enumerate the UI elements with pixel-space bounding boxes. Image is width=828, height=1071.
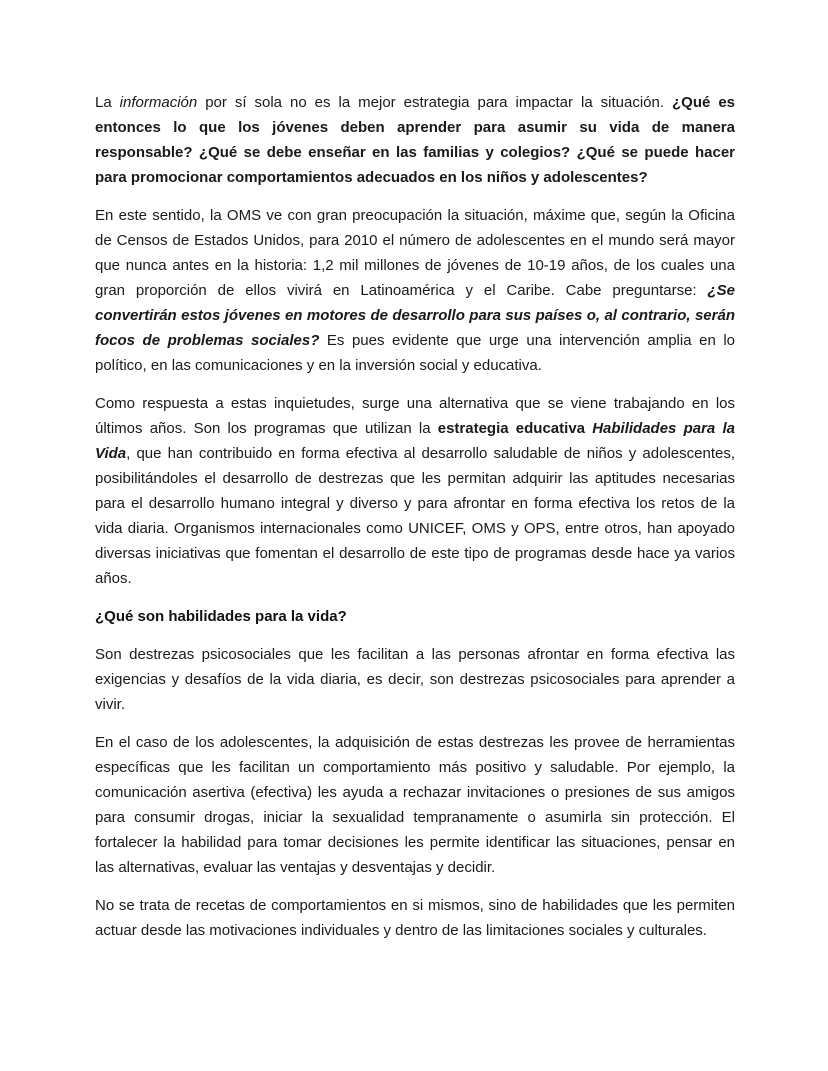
body-paragraph xyxy=(95,203,735,378)
text-run-regular: La xyxy=(95,94,120,111)
text-run-regular: , que han contribuido en forma efectiva al desarrollo saludable de niños y adolescentes, posibilitándoles el desarrollo de destrezas que les permitan adquirir las aptitudes necesarias para el desarrollo humano integral y diverso y para afrontar en forma efectiva los retos de la vida diaria. Organismos internacionales como UNICEF, OMS y OPS, entre otros, han apoyado diversas iniciativas que fomentan el desarrollo de este tipo de programas desde hace ya varios años. xyxy=(95,445,735,587)
text-run-italic: información xyxy=(119,94,198,111)
section-heading: ¿Qué son habilidades para la vida? xyxy=(95,608,347,625)
body-paragraph xyxy=(95,391,735,591)
text-run-regular: por sí sola no es la mejor estrategia para impactar la situación. xyxy=(197,94,672,111)
document-body xyxy=(95,90,735,943)
text-run-regular: Es pues evidente que urge una intervención amplia en lo político, en las comunicaciones y en la inversión social y educativa. xyxy=(95,332,735,374)
text-run-bold: ¿Qué es entonces lo que los jóvenes deben aprender para asumir su vida de manera responsable? ¿Qué se debe enseñar en las familias y colegios? ¿Qué se puede hacer para promocionar comportamientos adecuados en los niños y adolescentes? xyxy=(95,94,735,186)
text-run-regular: No se trata de recetas de comportamientos en si mismos, sino de habilidades que les permiten actuar desde las motivaciones individuales y dentro de las limitaciones sociales y culturales. xyxy=(95,897,735,939)
body-paragraph xyxy=(95,893,735,943)
body-paragraph xyxy=(95,730,735,880)
body-paragraph xyxy=(95,90,735,190)
text-run-bold-italic: Habilidades para la Vida xyxy=(95,420,735,462)
text-run-regular: En este sentido, la OMS ve con gran preocupación la situación, máxime que, según la Oficina de Censos de Estados Unidos, para 2010 el número de adolescentes en el mundo será mayor que nunca antes en la historia: 1,2 mil millones de jóvenes de 10-19 años, de los cuales una gran proporción de ellos vivirá en Latinoamérica y el Caribe. Cabe preguntarse: xyxy=(95,207,735,299)
text-run-regular: Como respuesta a estas inquietudes, surge una alternativa que se viene trabajando en los últimos años. Son los programas que utilizan la xyxy=(95,395,735,437)
text-run-bold-italic: ¿Se convertirán estos jóvenes en motores de desarrollo para sus países o, al contrario, serán focos de problemas sociales? xyxy=(95,282,735,349)
text-run-regular: Son destrezas psicosociales que les facilitan a las personas afrontar en forma efectiva las exigencias y desafíos de la vida diaria, es decir, son destrezas psicosociales para aprender a vivir. xyxy=(95,646,735,713)
text-run-regular: En el caso de los adolescentes, la adquisición de estas destrezas les provee de herramientas específicas que les facilitan un comportamiento más positivo y saludable. Por ejemplo, la comunicación asertiva (efectiva) les ayuda a rechazar invitaciones o presiones de sus amigos para consumir drogas, iniciar la sexualidad tempranamente o asumirla sin protección. El fortalecer la habilidad para tomar decisiones les permite identificar las situaciones, pensar en las alternativas, evaluar las ventajas y desventajas y decidir. xyxy=(95,734,735,876)
text-run-bold: estrategia educativa xyxy=(437,420,593,437)
body-paragraph xyxy=(95,642,735,717)
